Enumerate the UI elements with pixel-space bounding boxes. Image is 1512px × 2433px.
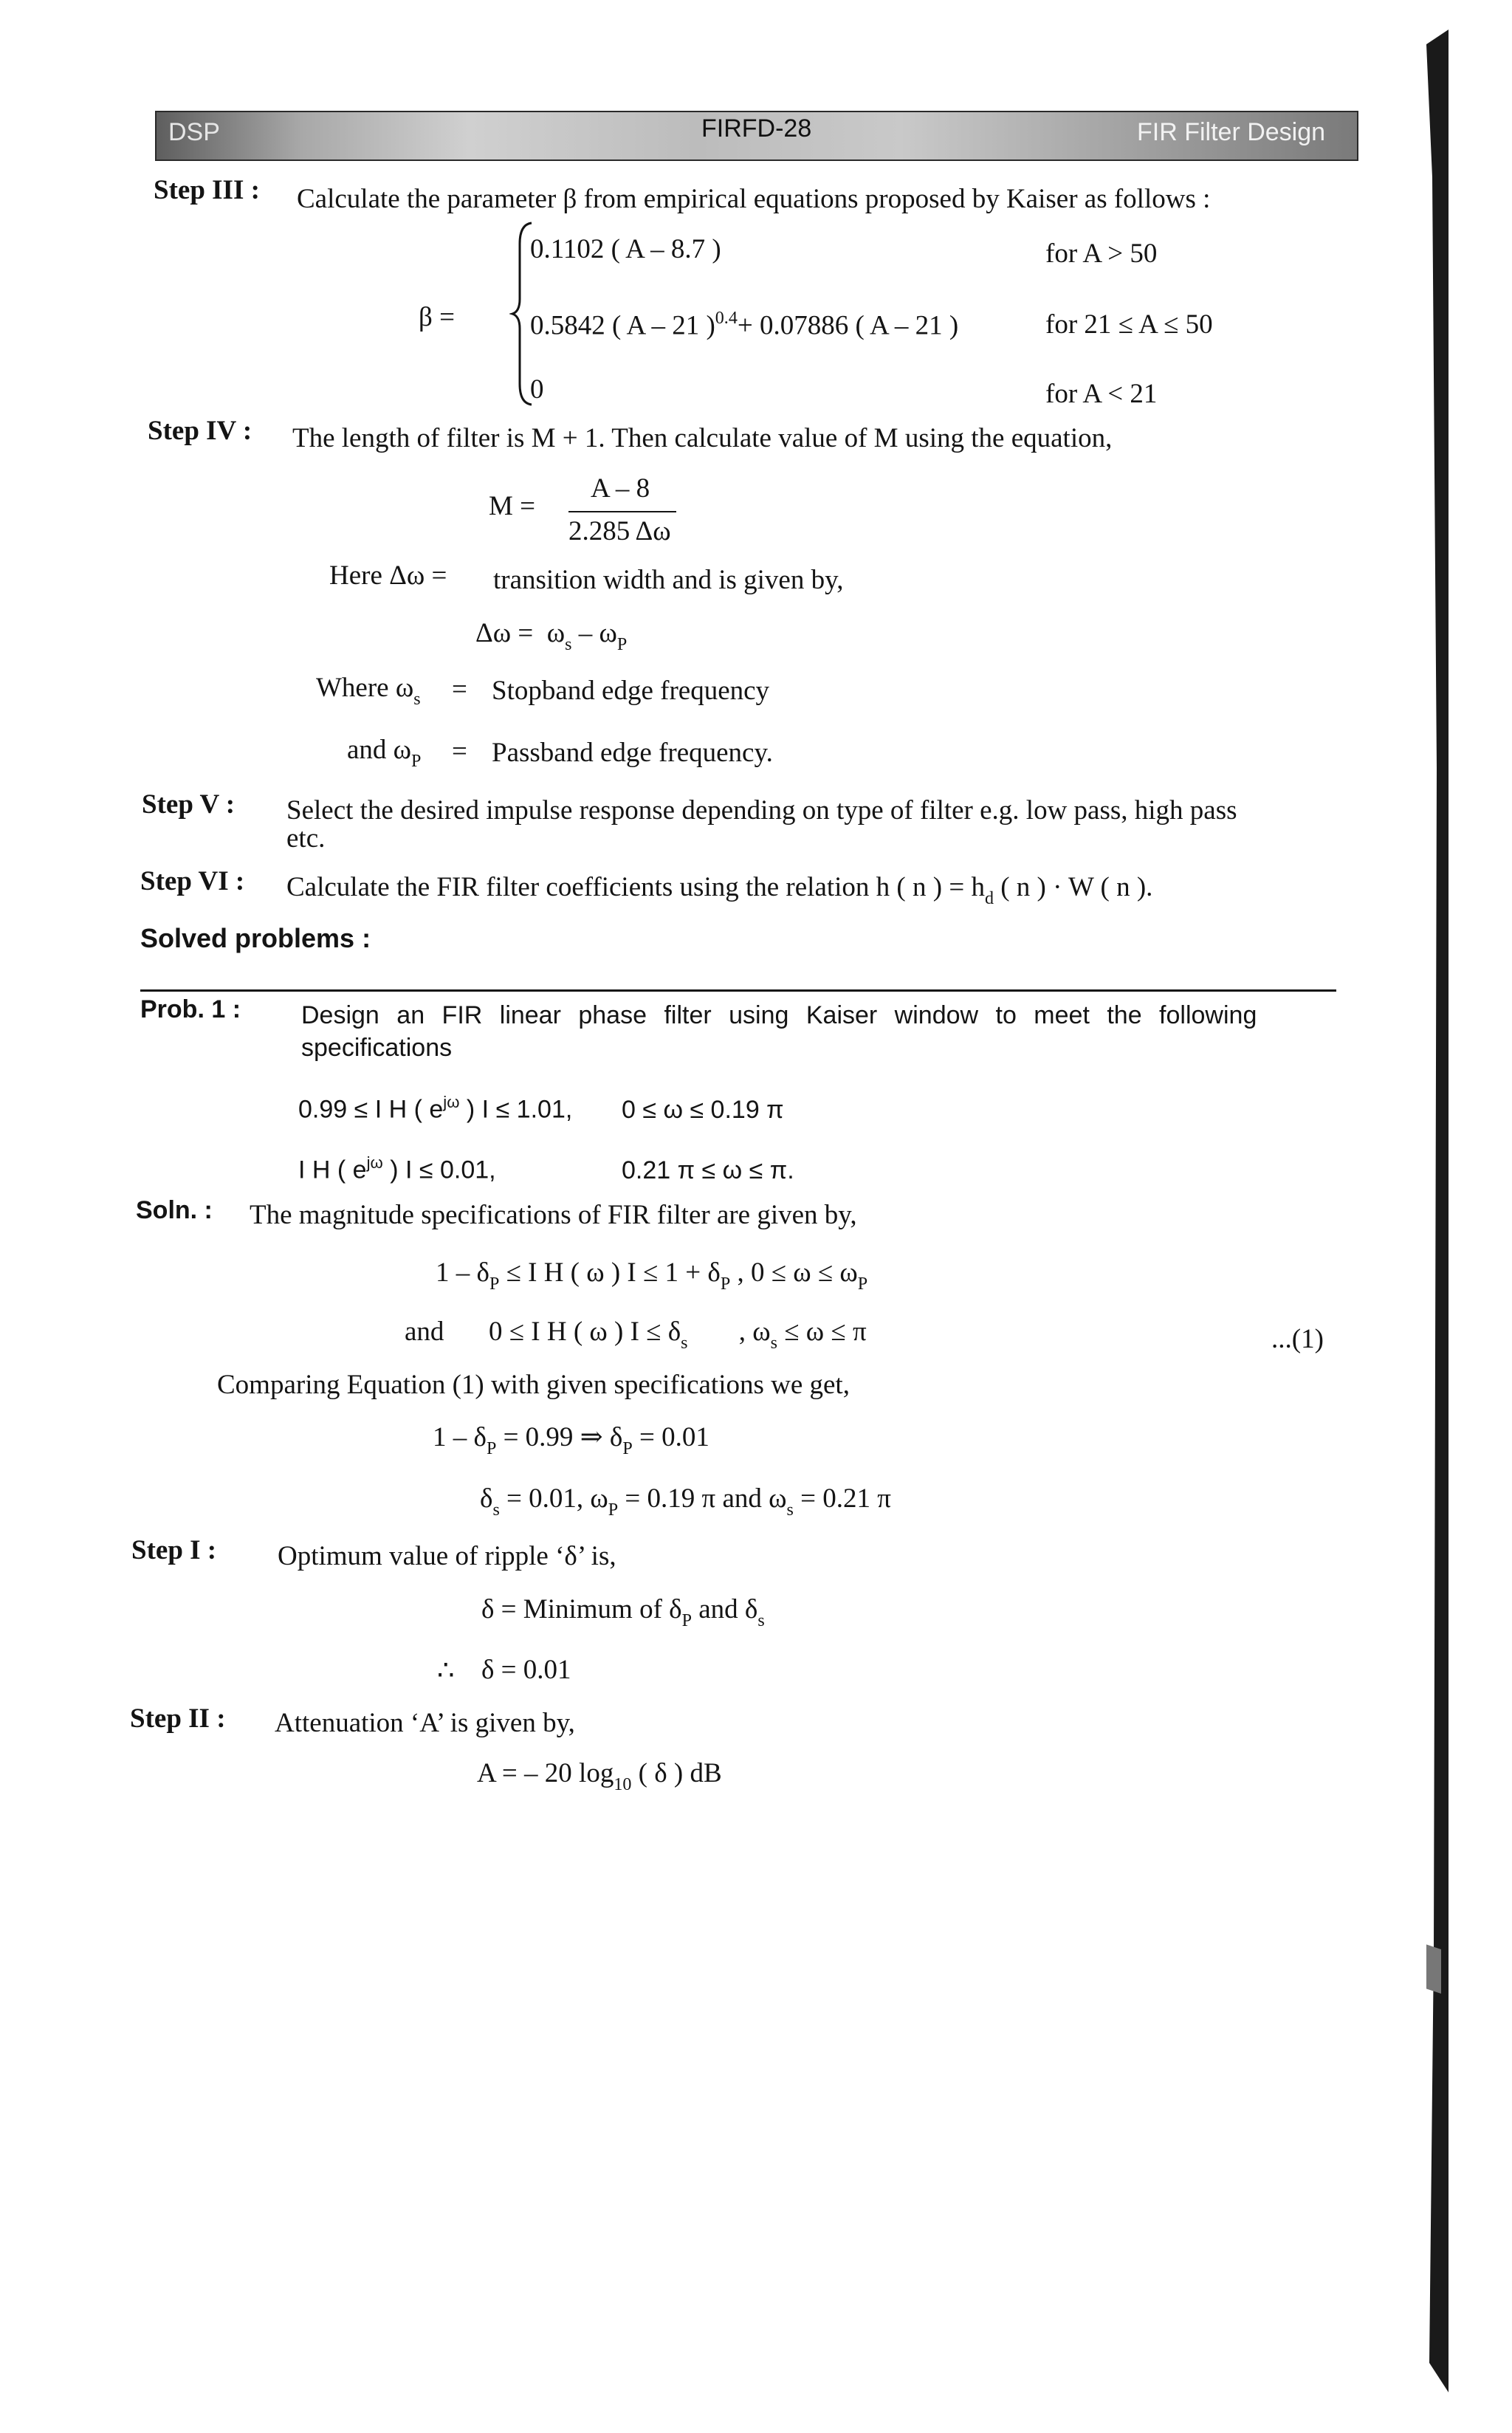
prob1-line2: specifications (301, 1034, 453, 1062)
beta-lhs: β = (419, 302, 455, 332)
soln-eq2: 0 ≤ I H ( ω ) $I \le \delta_s$ , $\omega_s \le \omega \le \pi$ (489, 1317, 867, 1353)
where-lhs: Where $\omega_s$ (316, 673, 421, 709)
prob1-spec2: I H ( $e^{j\omega}$ ) I ≤ 0.01, (298, 1153, 496, 1184)
soln-eq1: $1 - \delta_P \le I$ H ( ω ) $I \le 1 + \delta_P$ , $0 \le \omega \le \omega_P$ (436, 1257, 868, 1294)
soln-result2: $\delta_s = 0.01$, $\omega_P = 0.19$ π and $\omega_s = 0.21$ π (480, 1483, 891, 1520)
soln-text: The magnitude specifications of FIR filter are given by, (250, 1200, 857, 1230)
prob1-spec1-range: 0 ≤ ω ≤ 0.19 π (622, 1096, 784, 1124)
prob1-line1: Design an FIR linear phase filter using Kaiser window to meet the following (301, 1001, 1257, 1029)
and-rhs: Passband edge frequency. (492, 738, 773, 768)
where-rhs: Stopband edge frequency (492, 676, 770, 706)
and-eq: = (452, 736, 467, 766)
soln-eq2-and: and (405, 1317, 444, 1347)
m-denominator: 2.285 Δω (568, 516, 671, 546)
stepI-label: Step I : (131, 1535, 217, 1565)
page-number: FIRFD-28 (701, 114, 812, 143)
step3-label: Step III : (154, 175, 260, 205)
here-rhs: transition width and is given by, (493, 565, 844, 595)
section-rule (140, 989, 1336, 992)
beta-case2-cond: for 21 ≤ A ≤ 50 (1045, 309, 1213, 340)
stepII-label: Step II : (130, 1703, 226, 1734)
beta-case3-expr: 0 (530, 374, 544, 405)
therefore-symbol: ∴ (437, 1655, 455, 1686)
step4-label: Step IV : (148, 416, 252, 446)
equation-number: ...(1) (1271, 1324, 1324, 1354)
step6-text: Calculate the FIR filter coefficients using the relation h ( n ) = $h_d$ ( n ) · W ( n ). (286, 872, 1153, 908)
stepI-result: δ = 0.01 (481, 1655, 571, 1685)
prob1-spec1: 0.99 ≤ I H ( $e^{j\omega}$ ) I ≤ 1.01, (298, 1093, 573, 1124)
step6-label: Step VI : (140, 866, 245, 896)
fraction-bar (568, 511, 676, 512)
stepI-eq: δ = Minimum of $\delta_P$ and $\delta_s$ (481, 1594, 765, 1630)
step5-line1: Select the desired impulse response depending on type of filter e.g. low pass, high pass (286, 795, 1237, 826)
header-left: DSP (168, 118, 220, 146)
here-lhs: Here Δω = (329, 560, 447, 591)
soln-compare: Comparing Equation (1) with given specifications we get, (217, 1370, 850, 1400)
stepII-eq: A = – 20 $\log_{10}$ ( δ ) dB (477, 1758, 722, 1794)
stepI-text: Optimum value of ripple ‘δ’ is, (278, 1541, 616, 1571)
binding-edge (1426, 30, 1449, 2392)
where-eq: = (452, 674, 467, 704)
prob1-spec2-range: 0.21 π ≤ ω ≤ π. (622, 1156, 794, 1184)
beta-case3-cond: for A < 21 (1045, 379, 1158, 409)
header-chapter-title: FIR Filter Design (1137, 118, 1326, 146)
beta-case1-cond: for A > 50 (1045, 239, 1158, 269)
delta-omega-eq: $\Delta\omega = \omega_s - \omega_P$ (475, 618, 628, 654)
soln-label: Soln. : (136, 1196, 213, 1224)
step4-text: The length of filter is M + 1. Then calculate value of M using the equation, (292, 423, 1113, 453)
and-lhs: and $\omega_P$ (347, 735, 422, 771)
step5-label: Step V : (142, 789, 236, 820)
stepII-text: Attenuation ‘A’ is given by, (275, 1708, 575, 1738)
solved-problems-heading: Solved problems : (140, 923, 371, 953)
soln-result1: $1 - \delta_P = 0.99$ ⇒ $\delta_P = 0.01$ (433, 1422, 709, 1458)
beta-case2-expr: 0.5842 ( A – 21 )$^{0.4}$+ 0.07886 ( A – 21 ) (530, 309, 959, 341)
beta-case1-expr: 0.1102 ( A – 8.7 ) (530, 234, 721, 264)
prob1-label: Prob. 1 : (140, 995, 241, 1023)
m-lhs: M = (489, 491, 536, 521)
m-numerator: A – 8 (591, 473, 650, 504)
step5-line2: etc. (286, 823, 326, 854)
step3-text: Calculate the parameter β from empirical equations proposed by Kaiser as follows : (297, 184, 1211, 214)
